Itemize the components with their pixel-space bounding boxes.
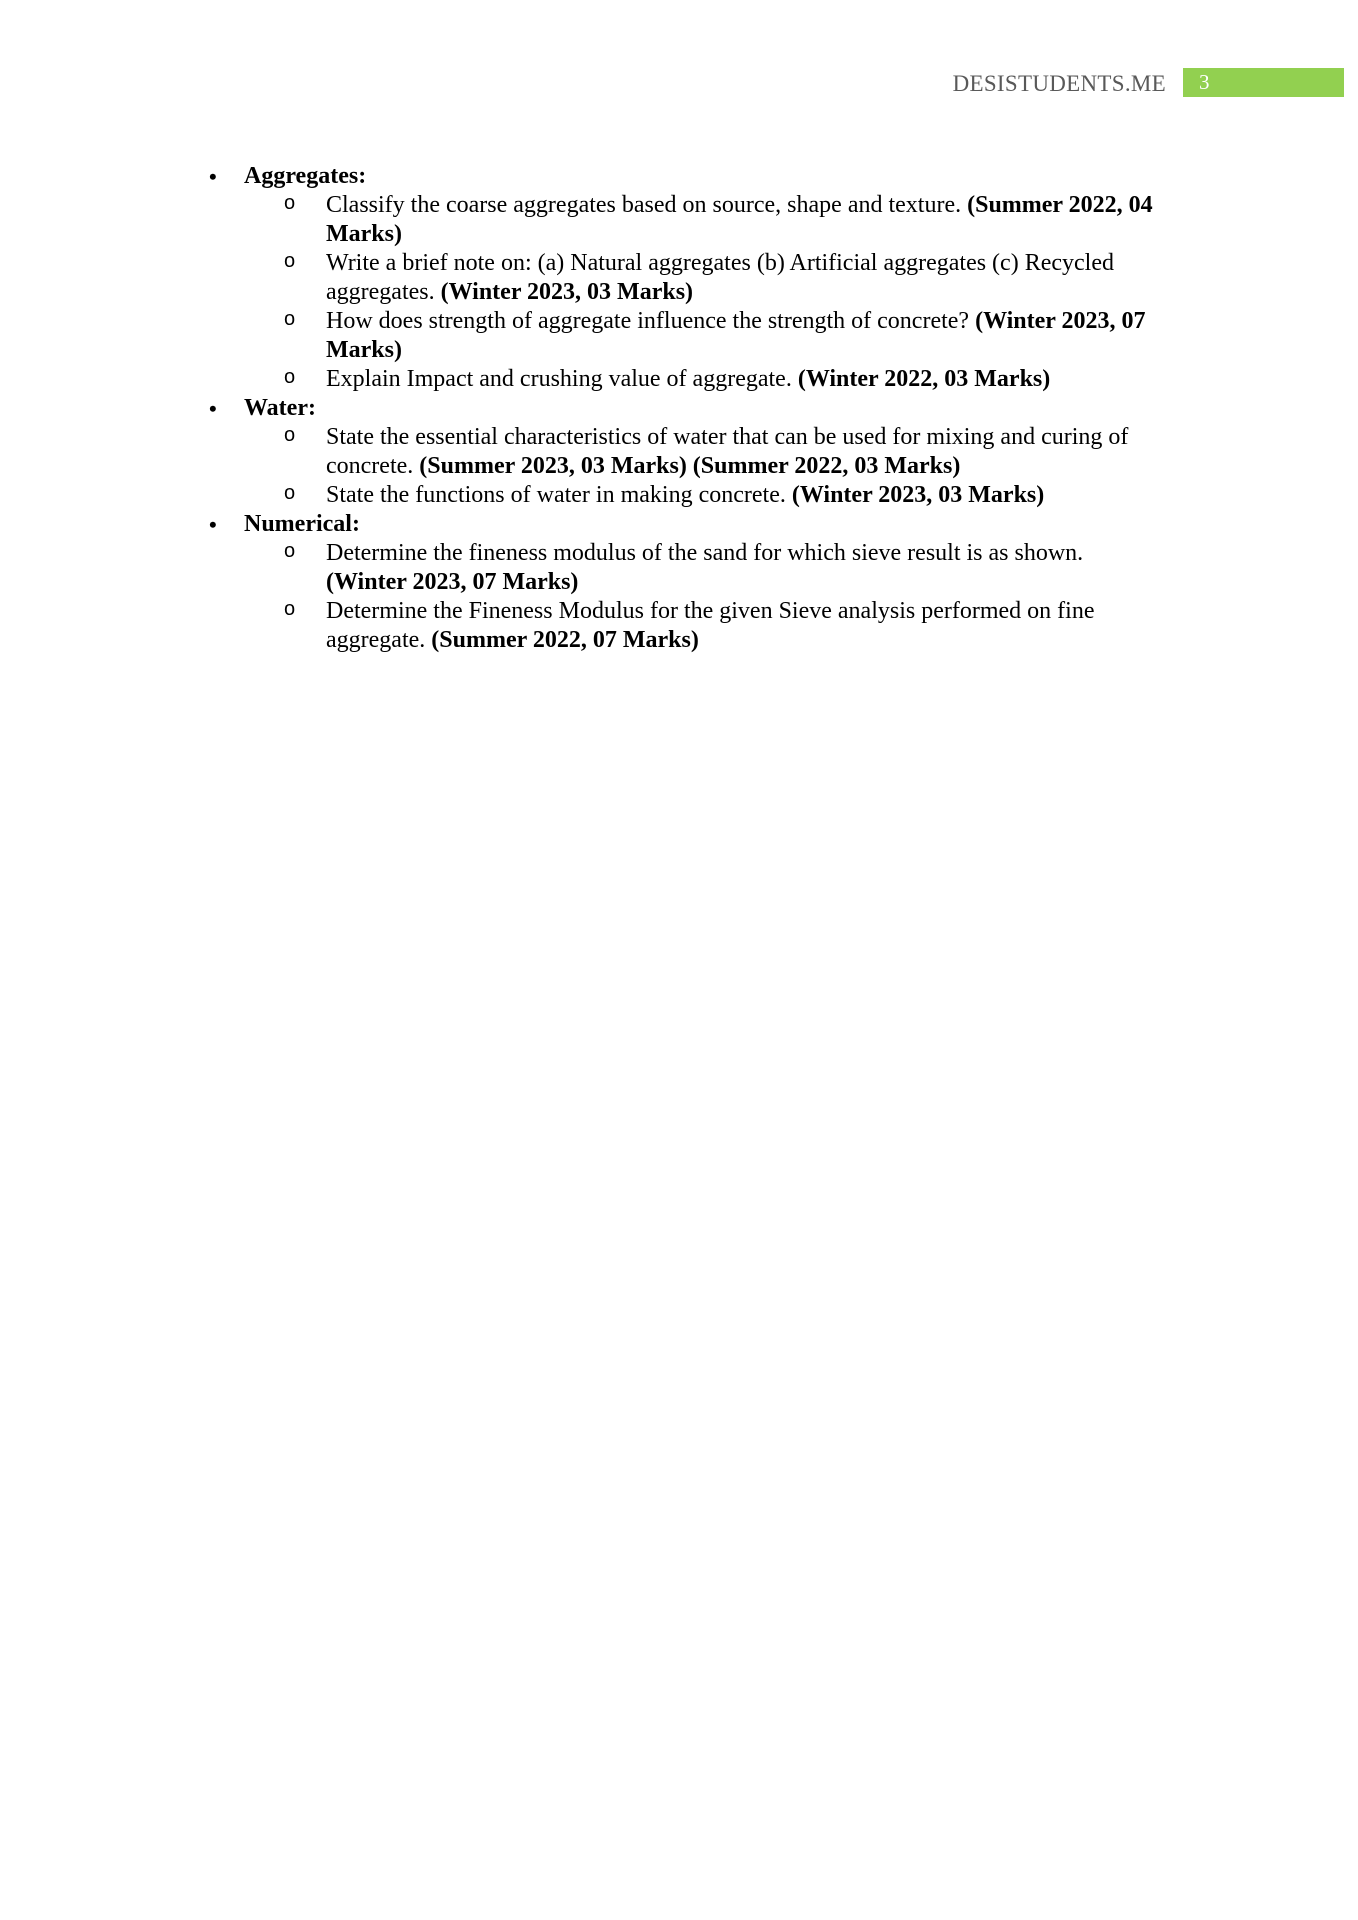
- question-text: Classify the coarse aggregates based on source, shape and texture.: [326, 192, 968, 218]
- sub-bullet-icon: o: [284, 250, 296, 272]
- section-title: • Water:: [209, 395, 316, 421]
- question-item: [284, 481, 1186, 510]
- section-aggregates: [0, 162, 1358, 394]
- bullet-icon: •: [209, 512, 217, 537]
- section-water: [0, 394, 1358, 510]
- exam-reference: (Summer 2022, 07 Marks): [431, 627, 699, 653]
- question-text: State the functions of water in making concrete.: [326, 482, 792, 508]
- question-item: [284, 423, 1186, 481]
- question-text: Explain Impact and crushing value of aggregate.: [326, 366, 798, 392]
- sub-bullet-icon: o: [284, 540, 296, 562]
- question-text: State the essential characteristics of water that can be used for mixing and curing of concrete.: [326, 424, 1129, 479]
- page-header: [0, 68, 1358, 98]
- question-text: Write a brief note on: (a) Natural aggregates (b) Artificial aggregates (c) Recycled aggregates.: [326, 250, 1114, 305]
- sub-bullet-icon: o: [284, 482, 296, 504]
- bullet-icon: •: [209, 396, 217, 421]
- header-site-name: DESISTUDENTS.ME: [952, 71, 1166, 96]
- sub-bullet-icon: o: [284, 424, 296, 446]
- document-body: [0, 162, 1358, 655]
- section-title: • Aggregates:: [209, 163, 367, 189]
- sub-bullet-icon: o: [284, 366, 296, 388]
- question-text: Determine the fineness modulus of the sand for which sieve result is as shown.: [326, 540, 1084, 566]
- question-item: [284, 249, 1186, 307]
- exam-reference: (Winter 2023, 03 Marks): [440, 279, 694, 305]
- sub-bullet-icon: o: [284, 192, 296, 214]
- exam-reference: (Winter 2023, 07 Marks): [326, 308, 1146, 363]
- exam-reference: (Summer 2023, 03 Marks) (Summer 2022, 03 Marks): [419, 453, 961, 479]
- question-item: [284, 539, 1086, 597]
- question-text: Determine the Fineness Modulus for the given Sieve analysis performed on fine aggregate.: [326, 598, 1095, 653]
- page-number-badge: 3: [1183, 68, 1344, 97]
- exam-reference: (Winter 2022, 03 Marks): [797, 366, 1051, 392]
- question-item: [284, 191, 1186, 249]
- exam-reference: (Summer 2022, 04 Marks): [326, 192, 1153, 247]
- exam-reference: (Winter 2023, 03 Marks): [791, 482, 1045, 508]
- section-title: • Numerical:: [209, 511, 360, 537]
- question-text: How does strength of aggregate influence the strength of concrete?: [326, 308, 976, 334]
- question-item: [284, 365, 1186, 394]
- exam-reference: (Winter 2023, 07 Marks): [326, 569, 579, 595]
- sub-bullet-icon: o: [284, 598, 296, 620]
- bullet-icon: •: [209, 164, 217, 189]
- question-item: [284, 307, 1186, 365]
- sub-bullet-icon: o: [284, 308, 296, 330]
- question-item: [284, 597, 1186, 655]
- section-numerical: [0, 510, 1358, 655]
